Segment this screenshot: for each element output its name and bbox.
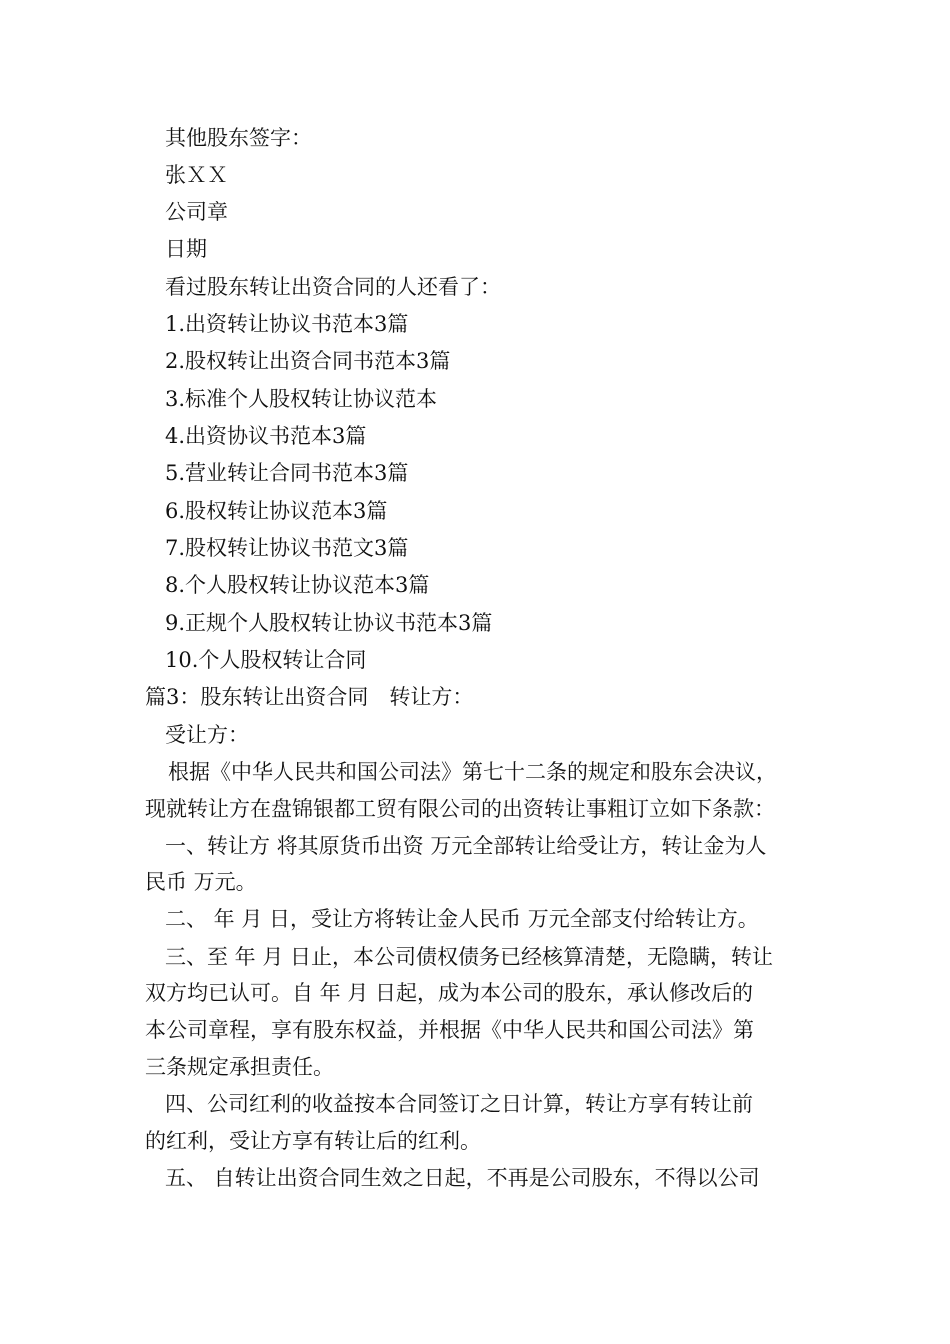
- related-item: 4.出资协议书范本3篇: [165, 424, 367, 448]
- related-item: 6.股权转让协议范本3篇: [165, 499, 388, 523]
- clause-3-line: 三条规定承担责任。: [145, 1055, 334, 1079]
- other-shareholders-signature-label: 其他股东签字：: [165, 126, 312, 150]
- related-item: 8.个人股权转让协议范本3篇: [165, 573, 430, 597]
- related-item: 9.正规个人股权转让协议书范本3篇: [165, 611, 493, 635]
- intro-paragraph-line: 根据《中华人民共和国公司法》第七十二条的规定和股东会决议，: [168, 760, 777, 784]
- clause-3-line: 双方均已认可。自 年 月 日起，成为本公司的股东，承认修改后的: [145, 981, 754, 1005]
- related-item: 2.股权转让出资合同书范本3篇: [165, 349, 451, 373]
- clause-1-line: 一、转让方 将其原货币出资 万元全部转让给受让方，转让金为人: [165, 834, 767, 858]
- clause-3-line: 三、至 年 月 日止，本公司债权债务已经核算清楚，无隐瞒，转让: [165, 945, 774, 969]
- clause-2: 二、 年 月 日，受让方将转让金人民币 万元全部支付给转让方。: [165, 907, 759, 931]
- related-item: 3.标准个人股权转让协议范本: [165, 387, 438, 411]
- assignee-label: 受让方：: [165, 723, 249, 747]
- related-heading: 看过股东转让出资合同的人还看了：: [165, 275, 501, 299]
- related-item: 1.出资转让协议书范本3篇: [165, 312, 409, 336]
- clause-1-line: 民币 万元。: [145, 870, 257, 894]
- signatory-name: 张ＸＸ: [165, 163, 228, 187]
- related-item: 10.个人股权转让合同: [165, 648, 367, 672]
- section3-heading: 篇3：股东转让出资合同 转让方：: [145, 685, 474, 709]
- related-item: 7.股权转让协议书范文3篇: [165, 536, 409, 560]
- clause-5-line: 五、 自转让出资合同生效之日起，不再是公司股东，不得以公司: [165, 1166, 760, 1190]
- related-item: 5.营业转让合同书范本3篇: [165, 461, 409, 485]
- clause-4-line: 的红利，受让方享有转让后的红利。: [145, 1129, 481, 1153]
- intro-paragraph-line: 现就转让方在盘锦银都工贸有限公司的出资转让事粗订立如下条款：: [145, 797, 775, 821]
- date-label: 日期: [165, 237, 207, 261]
- clause-3-line: 本公司章程，享有股东权益，并根据《中华人民共和国公司法》第: [145, 1018, 754, 1042]
- company-seal-label: 公司章: [165, 200, 228, 224]
- clause-4-line: 四、公司红利的收益按本合同签订之日计算，转让方享有转让前: [165, 1092, 753, 1116]
